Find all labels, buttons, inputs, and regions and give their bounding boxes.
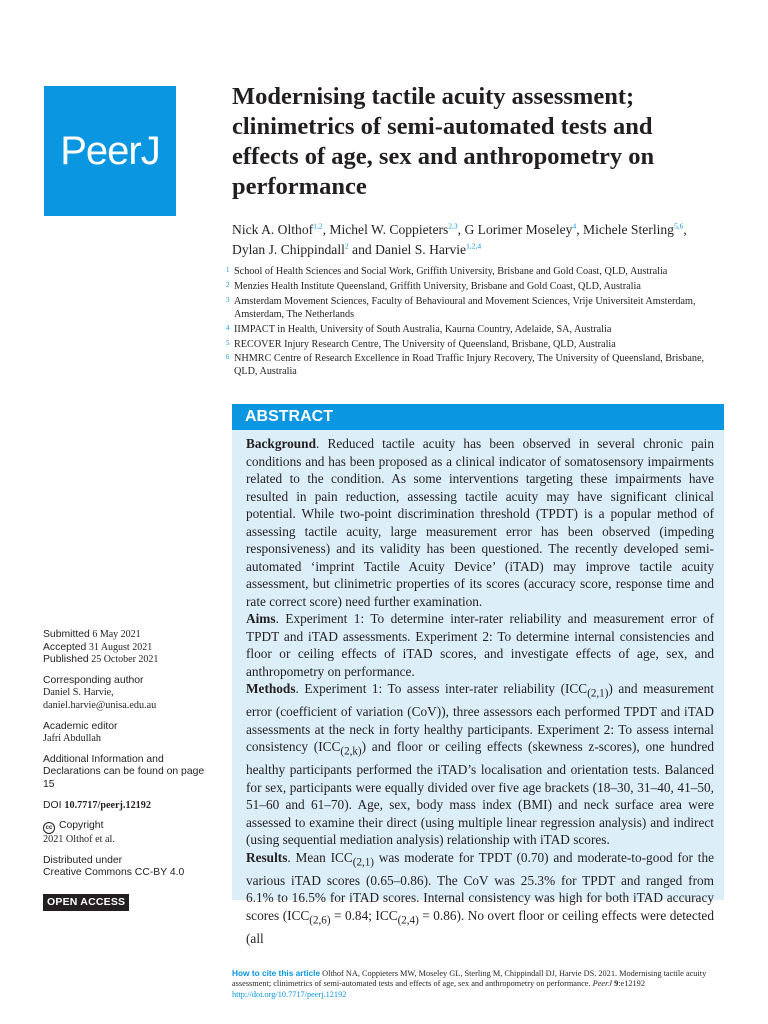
publication-dates: Submitted 6 May 2021 Accepted 31 August 2021 Published 25 October 2021: [43, 629, 159, 666]
license: Distributed under Creative Commons CC-BY 4.0: [43, 855, 213, 880]
corresponding-author: Corresponding author Daniel S. Harvie, daniel.harvie@unisa.edu.au: [43, 675, 213, 713]
doi[interactable]: DOI 10.7717/peerj.12192: [43, 799, 151, 811]
additional-info-note: Additional Information and Declarations can be found on page 15: [43, 753, 205, 790]
corresponding-email[interactable]: daniel.harvie@unisa.edu.au: [43, 699, 157, 711]
article-sidebar: [43, 629, 213, 911]
affiliation: 3 Amsterdam Movement Sciences, Faculty of Behavioural and Movement Sciences, Vrije Universiteit Amsterdam, Amsterdam, The Netherlands: [226, 295, 696, 320]
article-title: Modernising tactile acuity assessment; clinimetrics of semi-automated tests and effects of age, sex and anthropometry on performance: [232, 83, 655, 200]
abstract-background: Background. Reduced tactile acuity has been observed in several chronic pain conditions and has been proposed as a clinical indicator of somatosensory impairments related to the condition. As some interventions targeting these impairments have resulted in pain reduction, assessing tactile acuity may have significant clinical potential. While two-point discrimination threshold (TPDT) is a popular method of assessing tactile acuity, large measurement error has been observed (impeding responsiveness) and its validity has been questioned. The recently developed semi-automated ‘imprint Tactile Acuity Device’ (iTAD) may improve tactile acuity assessment, but clinimetric properties of its scores (accuracy score, response time and rate correct score) need further examination.: [246, 436, 714, 609]
affiliation: 2 Menzies Health Institute Queensland, Griffith University, Brisbane and Gold Coast, QLD, Australia: [226, 280, 641, 292]
author-list: Nick A. Olthof$^{1,2}$, Michel W. Coppieters$^{2,3}$, G Lorimer Moseley$^4$, Michele Sterling$^{5,6}$, Dylan J. Chippindall$^2$ and Daniel S. Harvie$^{1,2,4}$: [232, 221, 687, 257]
affiliation: 1 School of Health Sciences and Social Work, Griffith University, Brisbane and Gold Coast, QLD, Australia: [226, 266, 668, 277]
open-access-badge: OPEN ACCESS: [43, 894, 129, 911]
author: Dylan J. Chippindall$^2$: [232, 241, 349, 257]
author: Nick A. Olthof$^{1,2}$: [232, 221, 323, 237]
affiliation: 4 IIMPACT in Health, University of South Australia, Kaurna Country, Adelaide, SA, Australia: [226, 323, 612, 335]
author: Michel W. Coppieters$^{2,3}$: [329, 221, 458, 237]
affiliations: [226, 266, 726, 381]
submitted-date: 6 May 2021: [92, 629, 141, 640]
peerj-logo: PeerJ: [44, 86, 176, 216]
author: G Lorimer Moseley$^4$: [464, 221, 577, 237]
abstract-heading: ABSTRACT: [232, 404, 724, 430]
affiliation: 5 RECOVER Injury Research Centre, The University of Queensland, Brisbane, QLD, Australia: [226, 338, 616, 350]
license-link[interactable]: Creative Commons CC-BY 4.0: [43, 867, 185, 879]
accepted-date: 31 August 2021: [88, 641, 153, 653]
published-date: 25 October 2021: [91, 654, 159, 666]
author: Michele Sterling$^{5,6}$: [582, 221, 684, 237]
author: Daniel S. Harvie$^{1,2,4}$: [375, 241, 482, 257]
abstract-aims: Aims. Experiment 1: To determine inter-rater reliability and measurement error of TPDT and iTAD assessments. Experiment 2: To determine internal consistencies and floor or ceiling effects of iTAD scores, and investigate effects of age, sex, and anthropometry on performance.: [246, 611, 714, 679]
abstract-body: [232, 430, 724, 947]
abstract-methods: Methods. Experiment 1: To assess inter-rater reliability $(ICC_{(2,1)})$ and measurement error (coefficient of variation (CoV)), three assessors each performed TPDT and iTAD assessments at the neck in forty healthy participants. Experiment 2: To assess internal consistency $(ICC_{(2,k)})$ and floor or ceiling effects (skewness z-scores), one hundred healthy participants performed the iTAD’s localisation and orientation tests. Balanced for sex, participants were equally divided over five age brackets (18–30, 31–40, 41–50, 51–60 and 61–70). Age, sex, body mass index (BMI) and neck surface area were assessed to examine their direct (using multiple linear regression analysis) and indirect (using sequential mediation analysis) relationship with iTAD scores.: [246, 681, 714, 848]
abstract-results: Results. Mean $ICC_{(2,1)}$ was moderate for TPDT (0.70) and moderate-to-good for the various iTAD scores (0.65–0.86). The CoV was 25.3% for TPDT and ranged from 6.1% to 16.5% for iTAD scores. Internal consistency was high for both iTAD accuracy scores ($ICC_{(2,6)} = 0.84$; $ICC_{(2,4)} = 0.86$). No overt floor or ceiling effects were detected (all: [246, 849, 714, 947]
academic-editor: Academic editor Jafri Abdullah: [43, 720, 118, 745]
creative-commons-icon: cc: [43, 822, 55, 834]
citation-footer: How to cite this article Olthof NA, Coppieters MW, Moseley GL, Sterling M, Chippindall DJ, Harvie DS. 2021. Modernising tactile acuity assessment; clinimetrics of semi-automated tests and effects of age, sex and anthropometry on performance. PeerJ 9:e12192 http://doi.org/10.7717/peerj.12192: [232, 968, 707, 999]
copyright: cc Copyright 2021 Olthof et al.: [43, 820, 115, 846]
article-url-link[interactable]: http://doi.org/10.7717/peerj.12192: [232, 989, 347, 999]
affiliation: 6 NHMRC Centre of Research Excellence in Road Traffic Injury Recovery, The University of Queensland, Brisbane, QLD, Australia: [226, 353, 705, 378]
